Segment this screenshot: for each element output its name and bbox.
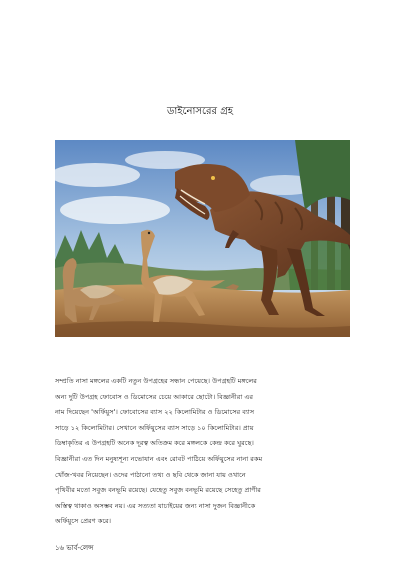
body-paragraph (55, 374, 347, 530)
dinosaur-illustration (55, 140, 350, 337)
paragraph-line: নাম দিয়েছেন 'অর্ফিয়ুস'। ফোবোসের ব্যাস ২২ কিলোমিটার ও ডিমোসের ব্যাস (55, 408, 255, 417)
paragraph-line: অন্য দুটি উপগ্রহ ফোবোস ও ডিমোসের চেয়ে আকারে ছোটো। বিজ্ঞানীরা এর (55, 392, 254, 401)
paragraph-line: খোঁজ-খবর নিয়েছেন। ওদের পাঠানো তথ্য ও ছবি থেকে জানা যায় ওখানে (55, 470, 246, 479)
paragraph-line: ডিম্বাকৃতির এ উপগ্রহটি অনেক দূরত্ব অতিক্রম করে মঙ্গলকে কেন্দ্র করে ঘুরছে। (55, 439, 254, 448)
paragraph-line: সম্প্রতি নাসা মঙ্গলের একটি নতুন উপগ্রহের সন্ধান পেয়েছে। উপগ্রহটি মঙ্গলের (55, 377, 257, 385)
cloud (60, 196, 170, 224)
paragraph-line: পৃথিবীর মতো সবুজ বনভূমি রয়েছে। যেহেতু সবুজ বনভূমি রয়েছে সেহেতু প্রাণীর (55, 486, 261, 495)
dinosaur-scene (55, 140, 350, 337)
paragraph-line: সাড়ে ১২ কিলোমিটার। সেখানে অর্ফিয়ুসের ব্যাস সাড়ে ১০ কিলোমিটার। প্রায় (55, 423, 254, 432)
paragraph-line: অস্তিত্ব থাকাও অসম্ভব নয়। এর সত্যতা যাচাইয়ের জন্য নাসা দুজন বিজ্ঞানীকে (55, 501, 256, 510)
paragraph-line: অর্ফিয়ুসে প্রেরণ করে। (55, 517, 111, 526)
page-title: ডাইনোসরের গ্রহ (167, 106, 233, 117)
paragraph-line: বিজ্ঞানীরা এত দিন মনুষ্যশূন্য নভোযান এবং রোবট পাঠিয়ে অর্ফিয়ুসের নানা রকম (55, 454, 263, 463)
page-footer: ১৬ ভার্ব-লেন্স (55, 544, 94, 552)
